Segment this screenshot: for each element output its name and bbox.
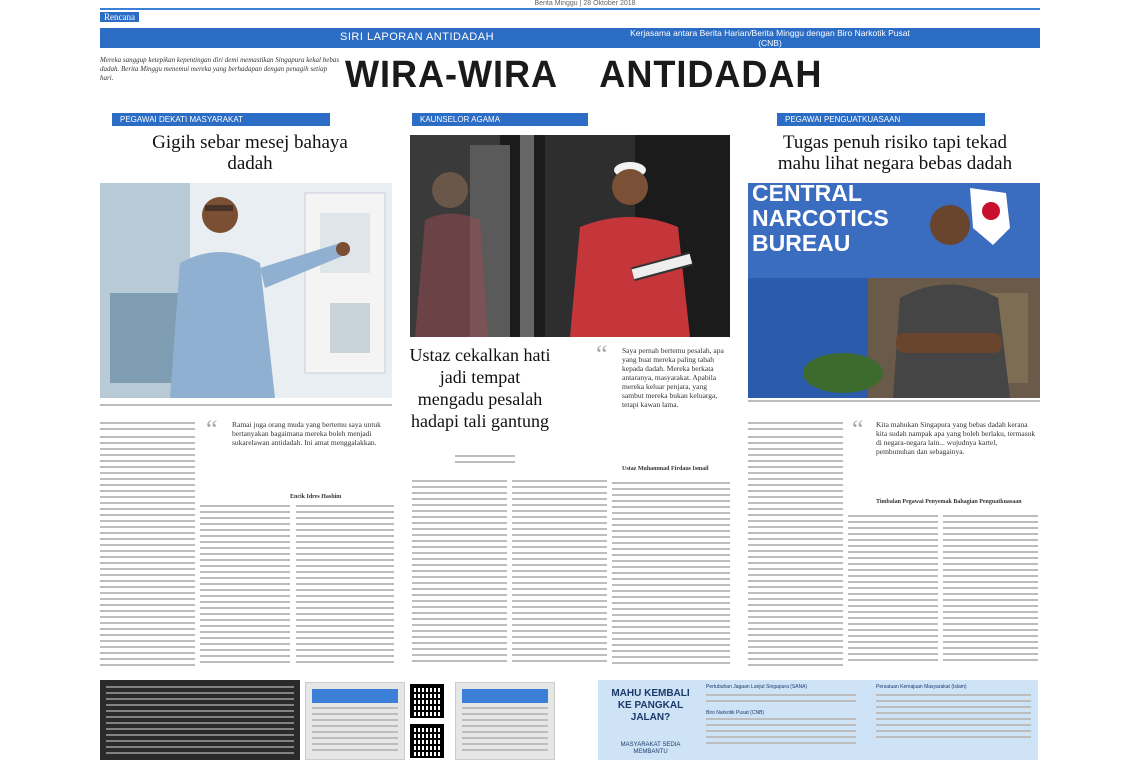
section-label: Rencana (100, 12, 139, 22)
officer-photo-1 (100, 183, 392, 398)
help-contact-1-details (706, 694, 856, 704)
column-title-1: Gigih sebar mesej bahaya dadah (152, 132, 348, 174)
quote-mark-2: “ (596, 340, 608, 369)
related-page-thumbnail-2 (455, 682, 555, 760)
pull-quote-2: Saya pernah bertemu pesalah, apa yang buat mereka paling tabah kepada dadah. Mereka berkata antaranya, masyarakat. Apabila mereka keluar penjara, yang sambut mereka bukan keluarga, tetapi kawan lama. (622, 346, 724, 409)
help-box (598, 680, 1038, 760)
column-label-3: PEGAWAI PENGUATKUASAAN (777, 113, 985, 126)
column-title-2: Ustaz cekalkan hati jadi tempat mengadu pesalah hadapi tali gantung (409, 345, 551, 431)
column-label-1: PEGAWAI DEKATI MASYARAKAT (112, 113, 330, 126)
byline-1 (100, 422, 195, 432)
body-text-2a (412, 480, 507, 665)
pull-quote-author-1: Encik Idres Hashim (290, 494, 342, 500)
help-subheading: MASYARAKAT SEDIA MEMBANTU (620, 742, 681, 755)
thumbnail-header-1 (312, 689, 398, 703)
thumbnail-header-2 (462, 689, 548, 703)
column-title-3: Tugas penuh risiko tapi tekad mahu lihat negara bebas dadah (777, 132, 1013, 174)
bottom-notice-box (100, 680, 300, 760)
byline-2 (455, 455, 515, 463)
notice-text (106, 686, 294, 754)
help-heading: MAHU KEMBALI KE PANGKAL JALAN? (611, 688, 690, 723)
pull-quote-1: Ramai juga orang muda yang bertemu saya untuk bertanyakan bagaimana mereka boleh menjadi sukarelawan antidadah. Ini amat menggalakkan. (232, 420, 381, 447)
partnership-text: Kerjasama antara Berita Harian/Berita Minggu dengan Biro Narkotik Pusat (CNB) (630, 28, 910, 48)
byline-3 (748, 422, 843, 430)
section-bar (100, 8, 1040, 24)
masthead: Berita Minggu | 28 Oktober 2018 (534, 0, 636, 7)
body-text-1c (296, 505, 394, 665)
quote-mark-3: “ (852, 415, 864, 444)
help-contact-2-details (706, 718, 856, 748)
pull-quote-author-2: Ustaz Muhammad Firdaus Ismail (622, 466, 709, 472)
body-text-1a (100, 436, 195, 666)
related-page-thumbnail-1 (305, 682, 405, 760)
body-text-3c (943, 515, 1038, 665)
qr-code-2 (410, 724, 444, 758)
caption-lines-1 (100, 404, 392, 407)
caption-lines-3 (748, 400, 1040, 403)
photo-caption-2 (676, 270, 726, 276)
qr-code-1 (410, 684, 444, 718)
officer-illustration-1 (100, 183, 392, 398)
body-text-3a (748, 436, 843, 666)
officer-photo-2 (410, 135, 730, 337)
help-contact-3-details (876, 694, 1031, 742)
help-contact-1: Pertubuhan Jagaan Lanjut Singapura (SANA) (706, 684, 808, 690)
body-text-1b (200, 505, 290, 665)
series-banner (100, 28, 1040, 48)
body-text-3b (848, 515, 938, 665)
thumbnail-text-2 (462, 707, 548, 753)
cnb-sign: CENTRAL NARCOTICS BUREAU (752, 183, 889, 256)
officer-illustration-2 (410, 135, 730, 337)
series-title: SIRI LAPORAN ANTIDADAH (340, 31, 495, 43)
pull-quote-3: Kita mahukan Singapura yang bebas dadah kerana kita sudah nampak apa yang boleh berlaku, termasuk di negara-negara lain... wujudnya kartel, pembunuhan dan sebagainya. (876, 420, 1036, 456)
pull-quote-author-3: Timbalan Pegawai Penyemak Bahagian Penguatkuasaan (876, 499, 1022, 505)
body-text-2c (612, 482, 730, 665)
body-text-2b (512, 480, 607, 665)
officer-photo-3 (748, 183, 1040, 398)
column-label-2: KAUNSELOR AGAMA (412, 113, 588, 126)
help-contact-2: Biro Narkotik Pusat (CNB) (706, 710, 765, 716)
help-contact-3: Persatuan Kemajuan Masyarakat (Islam) (876, 684, 967, 690)
thumbnail-text-1 (312, 707, 398, 753)
main-headline: WIRA-WIRA ANTIDADAH (345, 54, 823, 96)
intro-text: Mereka sanggup ketepikan kepentingan diri demi memastikan Singapura kekal bebas dadah. Berita Minggu menemui mereka yang berhadapan dengan penagih setiap hari. (100, 56, 340, 82)
quote-mark-1: “ (206, 415, 218, 444)
